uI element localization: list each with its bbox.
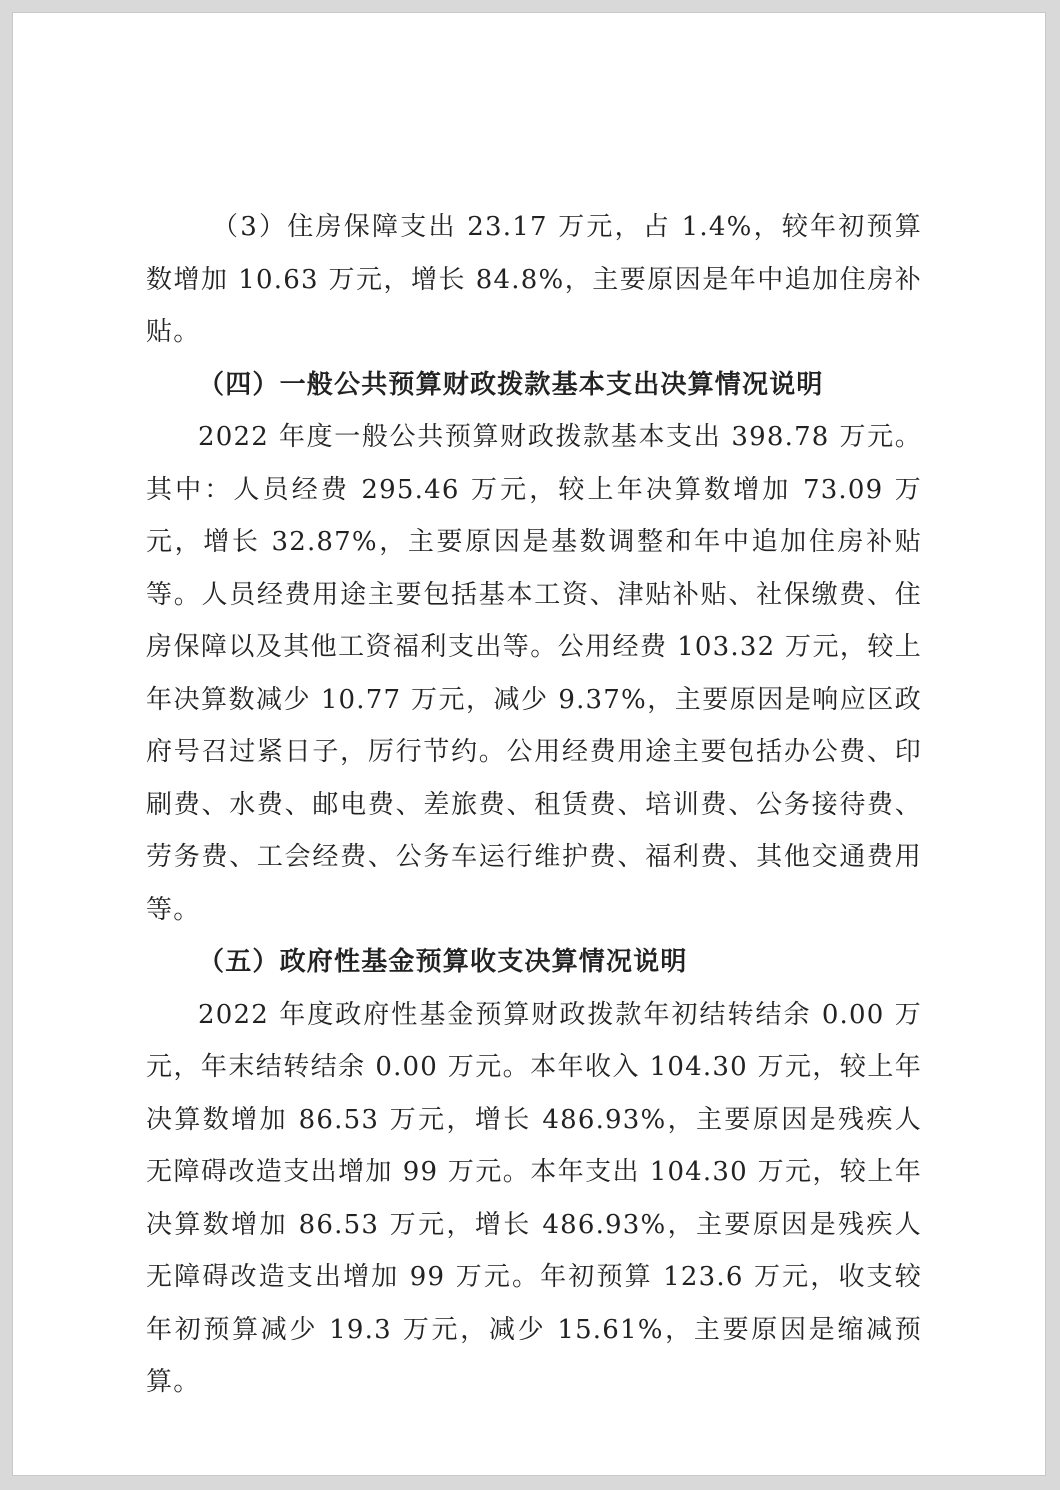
paragraph-government-fund: 2022 年度政府性基金预算财政拨款年初结转结余 0.00 万元，年末结转结余 0.00 万元。本年收入 104.30 万元，较上年决算数增加 86.53 万元，增长 486.93%，主要原因是残疾人无障碍改造支出增加 99 万元。本年支出 104.30 万元，较上年决算数增加 86.53 万元，增长 486.93%，主要原因是残疾人无障碍改造支出增加 99 万元。年初预算 123.6 万元，收支较年初预算减少 19.3 万元，减少 15.61%，主要原因是缩减预算。 — [146, 999, 922, 1397]
section-heading-basic-expenditure: （四）一般公共预算财政拨款基本支出决算情况说明 — [198, 369, 824, 400]
document-body — [146, 201, 922, 1409]
paragraph-basic-expenditure: 2022 年度一般公共预算财政拨款基本支出 398.78 万元。其中：人员经费 295.46 万元，较上年决算数增加 73.09 万元，增长 32.87%，主要原因是基数调整和年中追加住房补贴等。人员经费用途主要包括基本工资、津贴补贴、社保缴费、住房保障以及其他工资福利支出等。公用经费 103.32 万元，较上年决算数减少 10.77 万元，减少 9.37%，主要原因是响应区政府号召过紧日子，厉行节约。公用经费用途主要包括办公费、印刷费、水费、邮电费、差旅费、租赁费、培训费、公务接待费、劳务费、工会经费、公务车运行维护费、福利费、其他交通费用等。 — [146, 422, 922, 925]
document-page — [12, 12, 1046, 1476]
section-heading-government-fund: （五）政府性基金预算收支决算情况说明 — [198, 947, 688, 977]
paragraph-housing-expenditure: （3）住房保障支出 23.17 万元，占 1.4%，较年初预算数增加 10.63 万元，增长 84.8%，主要原因是年中追加住房补贴。 — [146, 212, 922, 347]
